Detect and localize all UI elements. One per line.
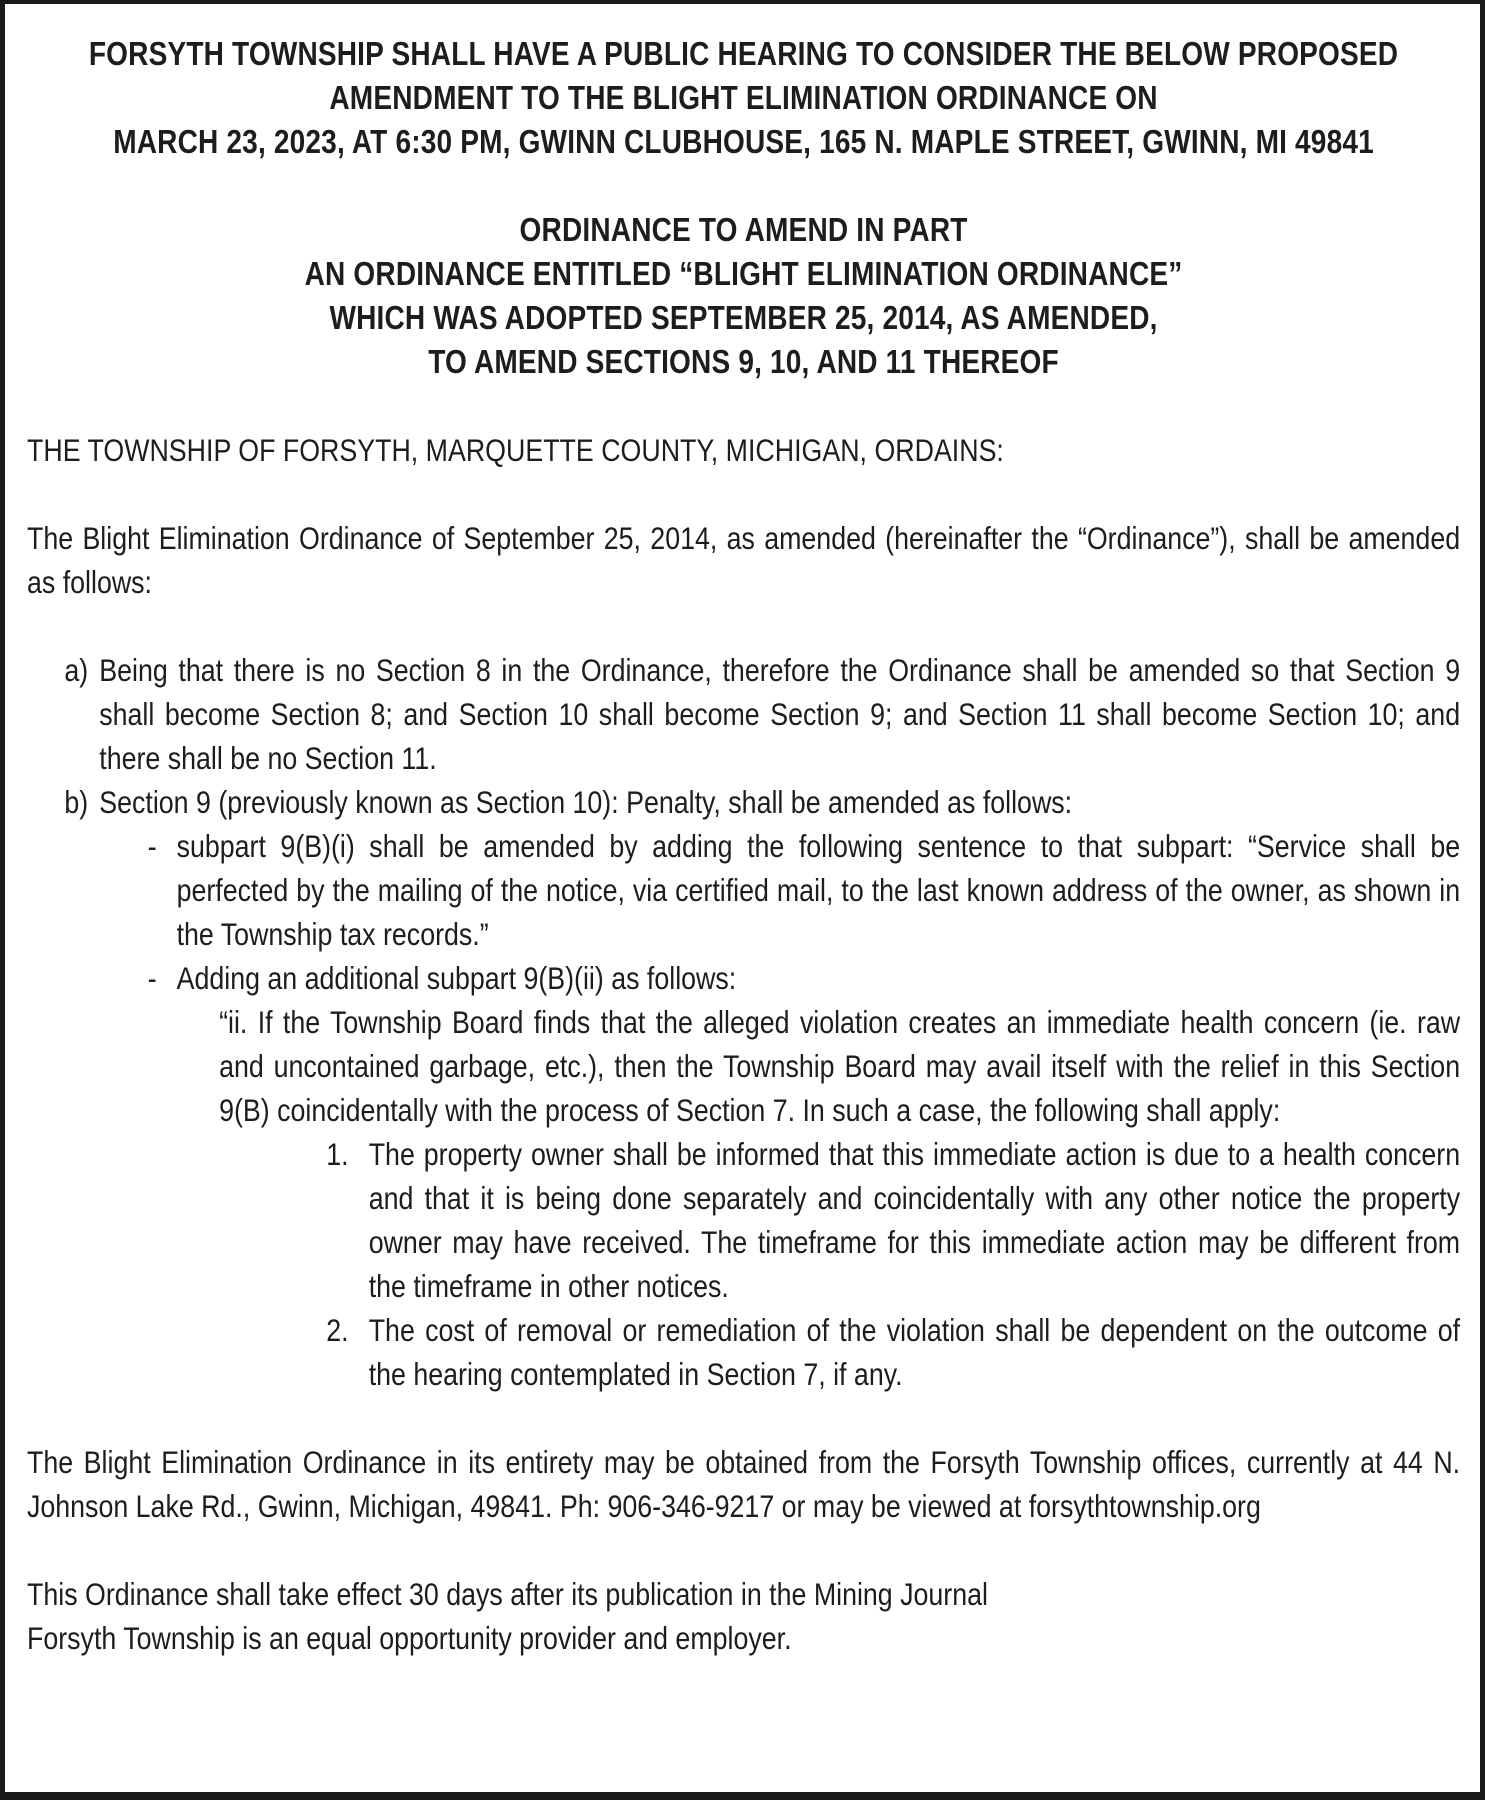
hearing-announcement-line-1: FORSYTH TOWNSHIP SHALL HAVE A PUBLIC HEARING TO CONSIDER THE BELOW PROPOSED	[88, 35, 1399, 72]
amendments-list	[27, 648, 1460, 1396]
list-item-a-text: Being that there is no Section 8 in the Ordinance, therefore the Ordinance shall be amended so that Section 9 shall become Section 8; and Section 10 shall become Section 9; and Section 11 shall become Section 10; and there shall be no Section 11.	[99, 652, 1461, 776]
subitem-adding-9bii-text: Adding an additional subpart 9(B)(ii) as follows:	[176, 960, 737, 996]
subitem-subpart-9bi-marker: -	[147, 828, 157, 864]
ordinance-title-line-1: ORDINANCE TO AMEND IN PART	[519, 211, 968, 248]
ordinance-title	[27, 208, 1460, 384]
hearing-announcement-line-3: MARCH 23, 2023, AT 6:30 PM, GWINN CLUBHOUSE, 165 N. MAPLE STREET, GWINN, MI 49841	[113, 123, 1374, 160]
numbered-item-1-marker: 1.	[326, 1136, 349, 1172]
ordains-clause: THE TOWNSHIP OF FORSYTH, MARQUETTE COUNTY, MICHIGAN, ORDAINS:	[27, 432, 1004, 468]
subitem-adding-9bii	[27, 956, 1460, 1000]
ordinance-title-line-3: WHICH WAS ADOPTED SEPTEMBER 25, 2014, AS AMENDED,	[329, 299, 1158, 336]
list-item-b	[27, 780, 1460, 824]
numbered-item-2-text: The cost of removal or remediation of the violation shall be dependent on the outcome of the hearing contemplated in Section 7, if any.	[368, 1312, 1461, 1392]
numbered-item-2-marker: 2.	[326, 1312, 349, 1348]
subitem-adding-9bii-marker: -	[147, 960, 157, 996]
numbered-item-2	[27, 1308, 1460, 1396]
list-item-b-text: Section 9 (previously known as Section 10): Penalty, shall be amended as follows:	[99, 784, 1073, 820]
numbered-item-1-text: The property owner shall be informed that this immediate action is due to a health concern and that it is being done separately and coincidentally with any other notice the property owner may have received. The timeframe for this immediate action may be different from the timeframe in other notices.	[368, 1136, 1461, 1304]
list-item-b-marker: b)	[64, 784, 89, 820]
subitem-subpart-9bi	[27, 824, 1460, 956]
closing-section	[27, 1572, 1460, 1660]
effective-date-line: This Ordinance shall take effect 30 days after its publication in the Mining Journal	[27, 1576, 988, 1612]
hearing-announcement-line-2: AMENDMENT TO THE BLIGHT ELIMINATION ORDINANCE ON	[329, 79, 1158, 116]
subitem-subpart-9bi-text: subpart 9(B)(i) shall be amended by adding the following sentence to that subpart: “Service shall be perfected by the mailing of the notice, via certified mail, to the last known address of the owner, as shown in the Township tax records.”	[176, 828, 1461, 952]
numbered-item-1	[27, 1132, 1460, 1308]
list-item-a-marker: a)	[64, 652, 89, 688]
ordinance-title-line-2: AN ORDINANCE ENTITLED “BLIGHT ELIMINATION ORDINANCE”	[304, 255, 1183, 292]
quoted-subpart-ii-paragraph: “ii. If the Township Board finds that the alleged violation creates an immediate health concern (ie. raw and uncontained garbage, etc.), then the Township Board may avail itself with the relief in this Section 9(B) coincidentally with the process of Section 7. In such a case, the following shall apply:	[219, 1004, 1461, 1128]
equal-opportunity-line: Forsyth Township is an equal opportunity provider and employer.	[27, 1620, 792, 1656]
notice-content	[27, 32, 1460, 1660]
availability-paragraph: The Blight Elimination Ordinance in its entirety may be obtained from the Forsyth Township offices, currently at 44 N. Johnson Lake Rd., Gwinn, Michigan, 49841. Ph: 906-346-9217 or may be viewed at forsythtownship.org	[27, 1444, 1461, 1524]
hearing-announcement	[27, 32, 1460, 164]
intro-paragraph: The Blight Elimination Ordinance of September 25, 2014, as amended (hereinafter the “Ordinance”), shall be amended as follows:	[27, 520, 1461, 600]
list-item-a	[27, 648, 1460, 780]
ordinance-title-line-4: TO AMEND SECTIONS 9, 10, AND 11 THEREOF	[428, 343, 1059, 380]
